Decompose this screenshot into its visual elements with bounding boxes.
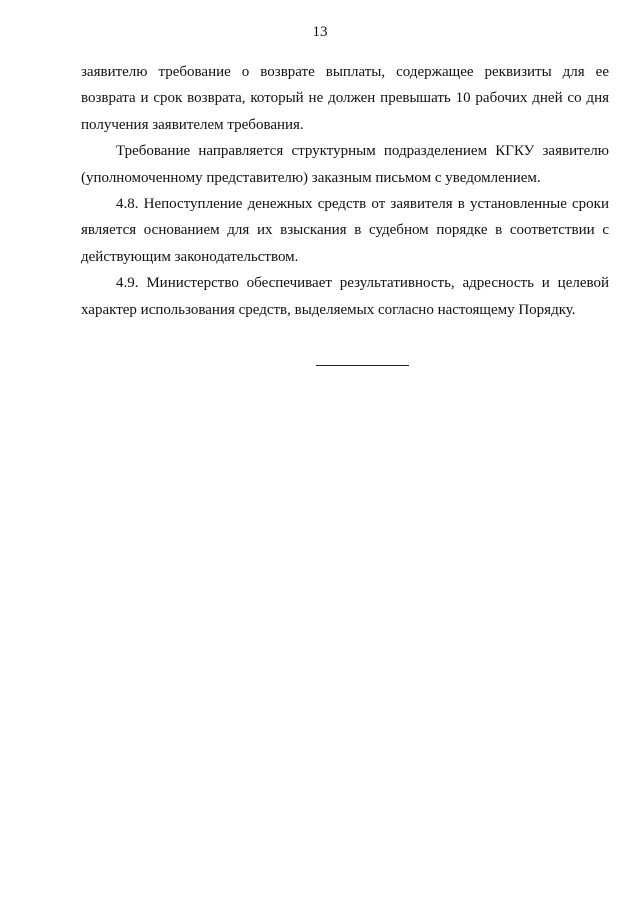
paragraph-requirement: Требование направляется структурным подразделением КГКУ заявителю (уполномоченному представителю) заказным письмом с уведомлением. xyxy=(81,143,609,186)
paragraph-4-8: 4.8. Непоступление денежных средств от заявителя в установленные сроки является основанием для их взыскания в судебном порядке в соответствии с действующим законодательством. xyxy=(81,196,609,265)
paragraph-4-9: 4.9. Министерство обеспечивает результативность, адресность и целевой характер использования средств, выделяемых согласно настоящему Порядку. xyxy=(81,275,609,318)
page-number: 13 xyxy=(312,24,328,40)
end-of-document-rule xyxy=(316,365,409,366)
paragraph-continuation: заявителю требование о возврате выплаты, содержащее реквизиты для ее возврата и срок возврата, который не должен превышать 10 рабочих дней со дня получения заявителем требования. xyxy=(81,64,609,133)
document-body xyxy=(81,59,609,323)
